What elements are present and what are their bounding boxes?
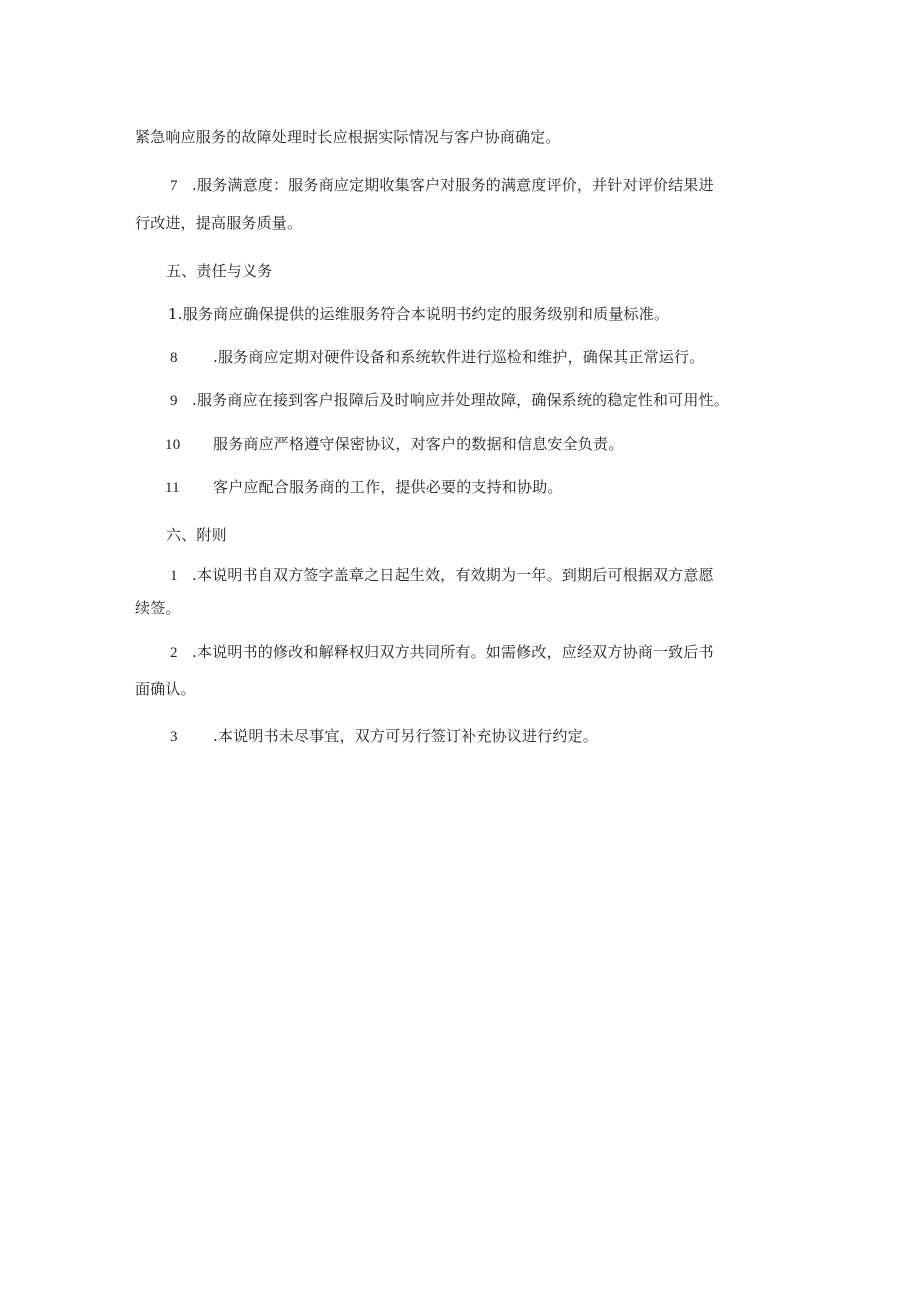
duty-10 [165, 434, 623, 455]
item-7-line-1 [170, 175, 714, 196]
duty-9 [170, 390, 729, 411]
appendix-2-number: 2 [170, 645, 178, 661]
duty-8-text: .服务商应定期对硬件设备和系统软件进行巡检和维护，确保其正常运行。 [213, 348, 705, 366]
duty-10-text: 服务商应严格遵守保密协议，对客户的数据和信息安全负责。 [213, 435, 624, 453]
appendix-3-number: 3 [170, 729, 178, 745]
duty-9-number: 9 [170, 393, 178, 409]
paragraph-emergency-continuation: 紧急响应服务的故障处理时长应根据实际情况与客户协商确定。 [135, 128, 561, 146]
duty-8 [170, 347, 704, 368]
duty-11-text: 客户应配合服务商的工作，提供必要的支持和协助。 [213, 478, 563, 496]
duty-10-number: 10 [165, 437, 181, 453]
duty-9-text: .服务商应在接到客户报障后及时响应并处理故障，确保系统的稳定性和可用性。 [192, 391, 729, 409]
duty-1: 1.服务商应确保提供的运维服务符合本说明书约定的服务级别和质量标准。 [168, 305, 670, 323]
section-5-heading: 五、责任与义务 [166, 262, 273, 280]
item-7-text-1: .服务满意度：服务商应定期收集客户对服务的满意度评价，并针对评价结果进 [192, 176, 714, 194]
appendix-1-text-1: .本说明书自双方签字盖章之日起生效，有效期为一年。到期后可根据双方意愿 [192, 566, 714, 584]
item-7-line-2: 行改进，提高服务质量。 [135, 214, 303, 232]
appendix-1-line-2: 续签。 [135, 599, 181, 617]
appendix-3 [170, 726, 598, 747]
duty-11-number: 11 [165, 480, 180, 496]
item-7-number: 7 [170, 178, 178, 194]
appendix-2-line-1 [170, 642, 714, 663]
appendix-2-line-2: 面确认。 [135, 680, 196, 698]
appendix-2-text-1: .本说明书的修改和解释权归双方共同所有。如需修改，应经双方协商一致后书 [192, 643, 714, 661]
duty-11 [165, 477, 563, 498]
appendix-1-number: 1 [170, 568, 178, 584]
duty-8-number: 8 [170, 350, 178, 366]
appendix-1-line-1 [170, 565, 714, 586]
appendix-3-text: .本说明书未尽事宜，双方可另行签订补充协议进行约定。 [213, 727, 598, 745]
section-6-heading: 六、附则 [166, 526, 227, 544]
